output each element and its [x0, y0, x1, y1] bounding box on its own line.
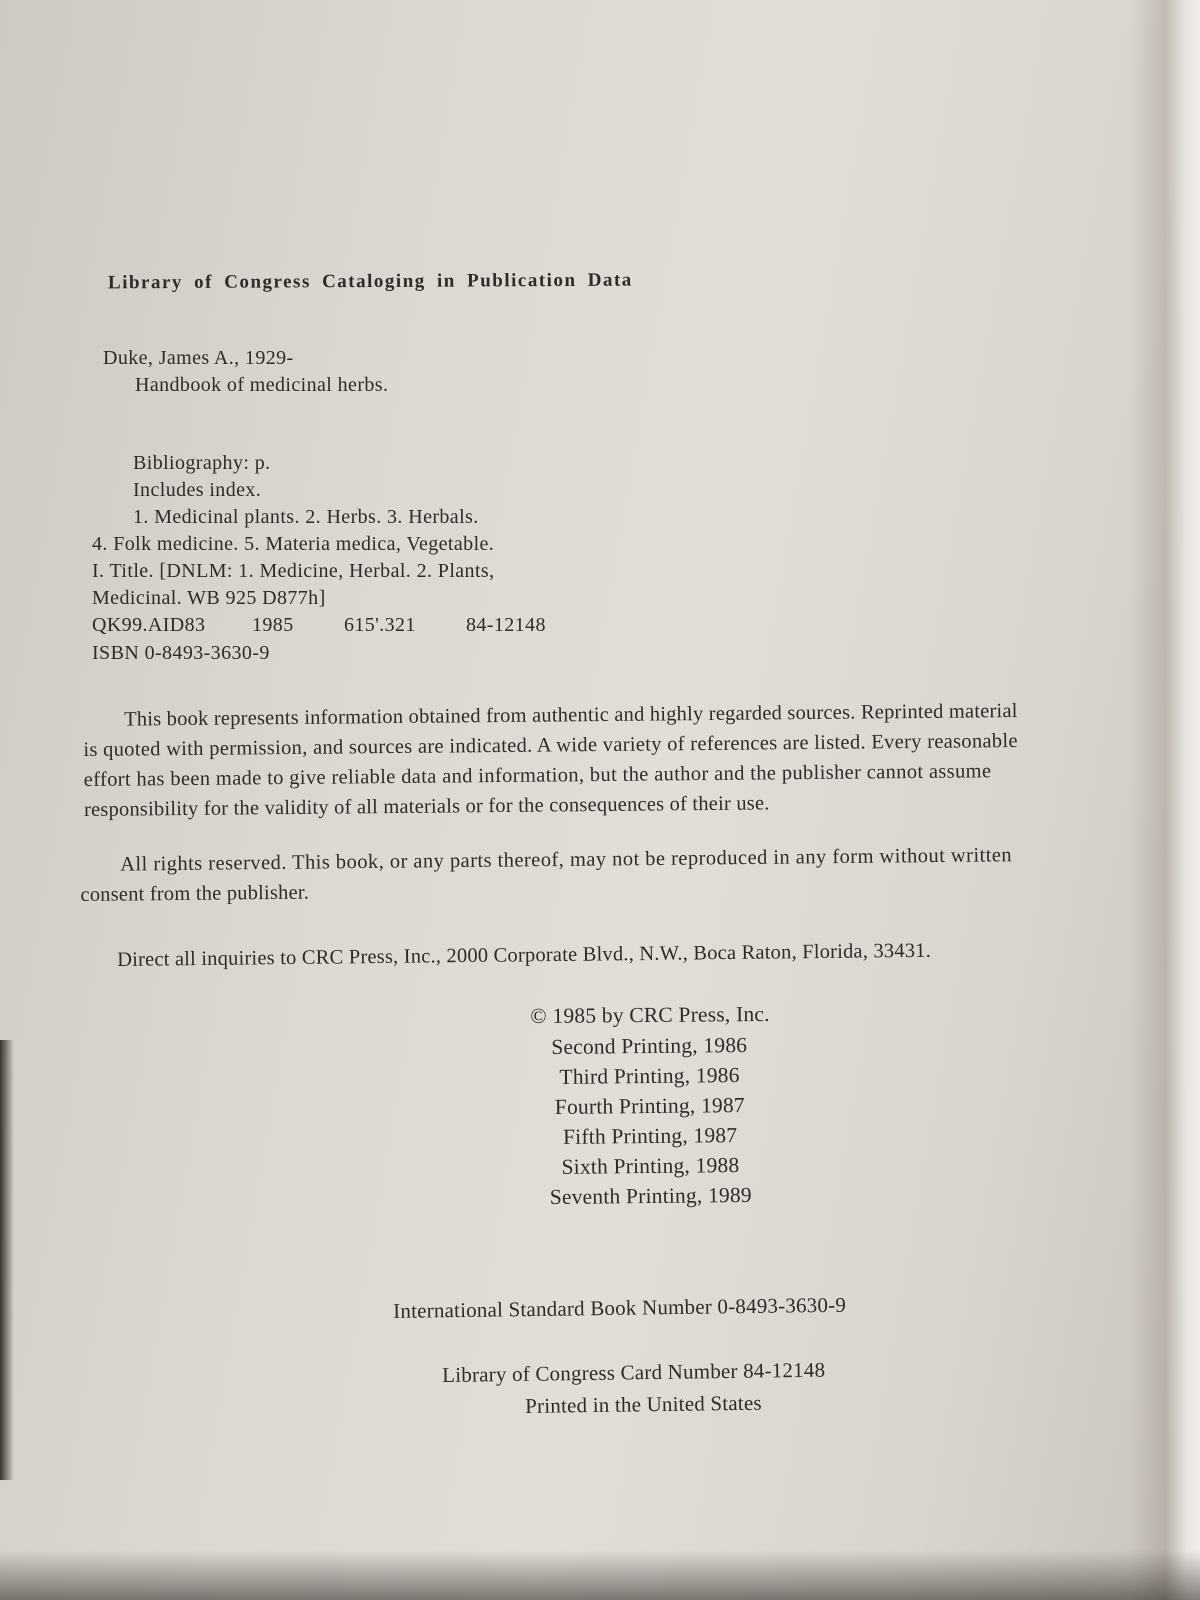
- disclaimer-line: responsibility for the validity of all materials or for the consequences of their use.: [83, 792, 770, 821]
- printing-line: Fourth Printing, 1987: [554, 1093, 745, 1119]
- cip-author: Duke, James A., 1929-: [103, 347, 294, 369]
- printing-line: Fifth Printing, 1987: [562, 1123, 738, 1149]
- cip-isbn: ISBN 0-8493-3630-9: [92, 642, 270, 664]
- pub-year: 1985: [252, 614, 294, 636]
- rights-line: All rights reserved. This book, or any parts thereof, may not be reproduced in any form without written: [120, 844, 1013, 876]
- disclaimer-line: is quoted with permission, and sources are indicated. A wide variety of references are listed. Every reasonable: [83, 730, 1018, 761]
- cip-subject-line: Medicinal. WB 925 D877h]: [92, 587, 326, 609]
- printing-line: Seventh Printing, 1989: [549, 1182, 752, 1210]
- printing-line: Sixth Printing, 1988: [561, 1153, 740, 1179]
- lc-card-number: Library of Congress Card Number 84-12148: [442, 1357, 826, 1387]
- finger-shadow: [0, 1040, 14, 1480]
- cip-call-number: [92, 612, 546, 638]
- cip-note-index: Includes index.: [133, 479, 262, 501]
- printing-line: Third Printing, 1986: [559, 1063, 740, 1089]
- disclaimer-line: This book represents information obtained from authentic and highly regarded sources. Reprinted material: [124, 700, 1018, 731]
- lc-classification: QK99.AID83: [92, 614, 206, 636]
- disclaimer-line: effort has been made to give reliable data and information, but the author and the publisher cannot assume: [83, 760, 992, 791]
- cip-note-bibliography: Bibliography: p.: [133, 452, 271, 474]
- lccn: 84-12148: [466, 614, 546, 636]
- cip-subject-line: 1. Medicinal plants. 2. Herbs. 3. Herbals.: [133, 506, 479, 528]
- bottom-shadow: [0, 1550, 1200, 1600]
- dewey-number: 615'.321: [344, 614, 416, 636]
- rights-line: consent from the publisher.: [80, 881, 310, 906]
- cip-subject-line: I. Title. [DNLM: 1. Medicine, Herbal. 2. Plants,: [92, 560, 495, 582]
- copyright-notice: © 1985 by CRC Press, Inc.: [530, 1001, 770, 1029]
- printing-line: Second Printing, 1986: [551, 1032, 748, 1060]
- cip-heading: Library of Congress Cataloging in Publication Data: [107, 269, 633, 294]
- rights-paragraph: [80, 840, 1013, 910]
- printing-history: [499, 1029, 801, 1212]
- page-edge: [1130, 0, 1200, 1600]
- printed-in: Printed in the United States: [525, 1390, 762, 1418]
- cip-title: Handbook of medicinal herbs.: [135, 374, 389, 396]
- cip-subject-line: 4. Folk medicine. 5. Materia medica, Vegetable.: [92, 533, 495, 555]
- isbn-full: International Standard Book Number 0-8493-3630-9: [393, 1292, 847, 1323]
- disclaimer-paragraph: [83, 696, 1019, 825]
- inquiries-line: Direct all inquiries to CRC Press, Inc., 2000 Corporate Blvd., N.W., Boca Raton, Florida, 33431.: [117, 939, 932, 971]
